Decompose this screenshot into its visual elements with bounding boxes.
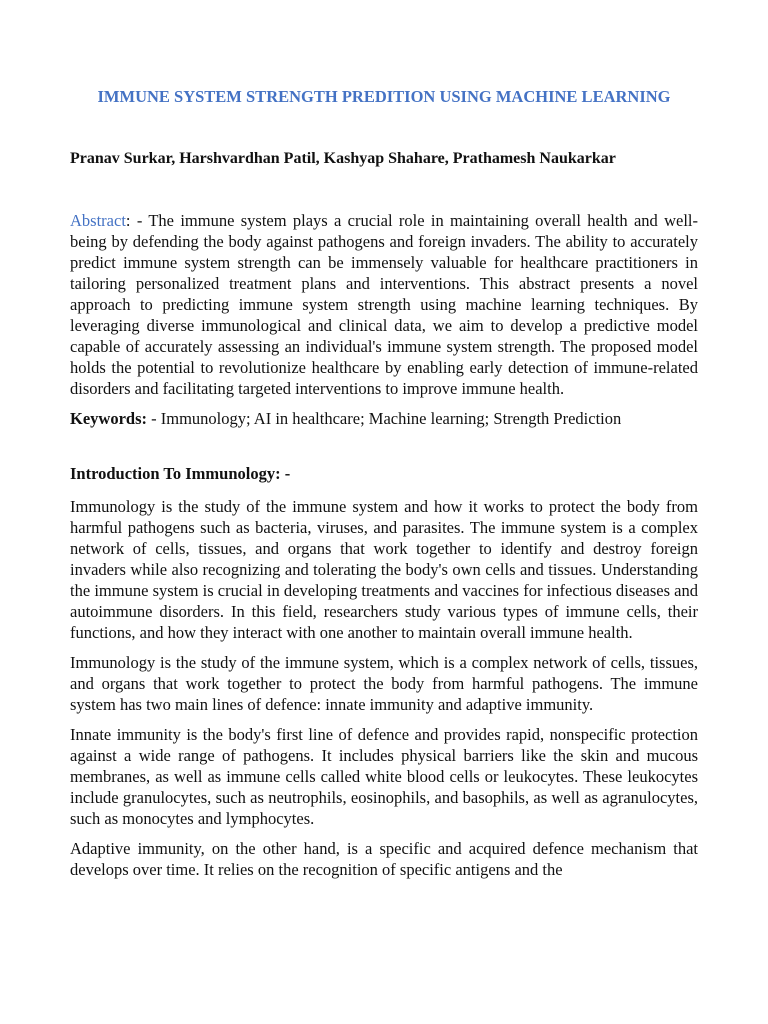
keywords-paragraph: [70, 408, 698, 429]
keywords-text: - Immunology; AI in healthcare; Machine learning; Strength Prediction: [147, 409, 622, 428]
abstract-separator: : -: [125, 211, 149, 230]
author-list: Pranav Surkar, Harshvardhan Patil, Kashyap Shahare, Prathamesh Naukarkar: [70, 150, 616, 167]
abstract-text: The immune system plays a crucial role in maintaining overall health and well-being by defending the body against pathogens and foreign invaders. The ability to accurately predict immune system strength can be immensely valuable for healthcare practitioners in tailoring personalized treatment plans and interventions. This abstract presents a novel approach to predicting immune system strength using machine learning techniques. By leveraging diverse immunological and clinical data, we aim to develop a predictive model capable of accurately assessing an individual's immune system strength. The proposed model holds the potential to revolutionize healthcare by enabling early detection of immune-related disorders and facilitating targeted interventions to improve immune health.: [70, 211, 698, 398]
intro-paragraph-1: Immunology is the study of the immune system and how it works to protect the body from harmful pathogens such as bacteria, viruses, and parasites. The immune system is a complex network of cells, tissues, and organs that work together to identify and destroy foreign invaders while also recognizing and tolerating the body's own cells and tissues. Understanding the immune system is crucial in developing treatments and vaccines for infectious diseases and autoimmune disorders. In this field, researchers study various types of immune cells, their functions, and how they interact with one another to maintain overall immune health.: [70, 497, 698, 642]
paper-title: IMMUNE SYSTEM STRENGTH PREDITION USING MACHINE LEARNING: [97, 87, 671, 106]
abstract-paragraph: [70, 210, 698, 399]
paper-body: [70, 210, 698, 889]
intro-paragraph-3: Innate immunity is the body's first line of defence and provides rapid, nonspecific protection against a wide range of pathogens. It includes physical barriers like the skin and mucous membranes, as well as immune cells called white blood cells or leukocytes. These leukocytes include granulocytes, such as neutrophils, eosinophils, and basophils, as well as agranulocytes, such as monocytes and lymphocytes.: [70, 725, 698, 828]
keywords-label: Keywords:: [70, 409, 147, 428]
intro-paragraph-4: Adaptive immunity, on the other hand, is a specific and acquired defence mechanism that develops over time. It relies on the recognition of specific antigens and the: [70, 839, 698, 879]
section-heading-introduction: Introduction To Immunology: -: [70, 464, 291, 483]
abstract-label: Abstract: [70, 211, 126, 230]
intro-paragraph-2: Immunology is the study of the immune system, which is a complex network of cells, tissues, and organs that work together to protect the body from harmful pathogens. The immune system has two main lines of defence: innate immunity and adaptive immunity.: [70, 653, 698, 714]
